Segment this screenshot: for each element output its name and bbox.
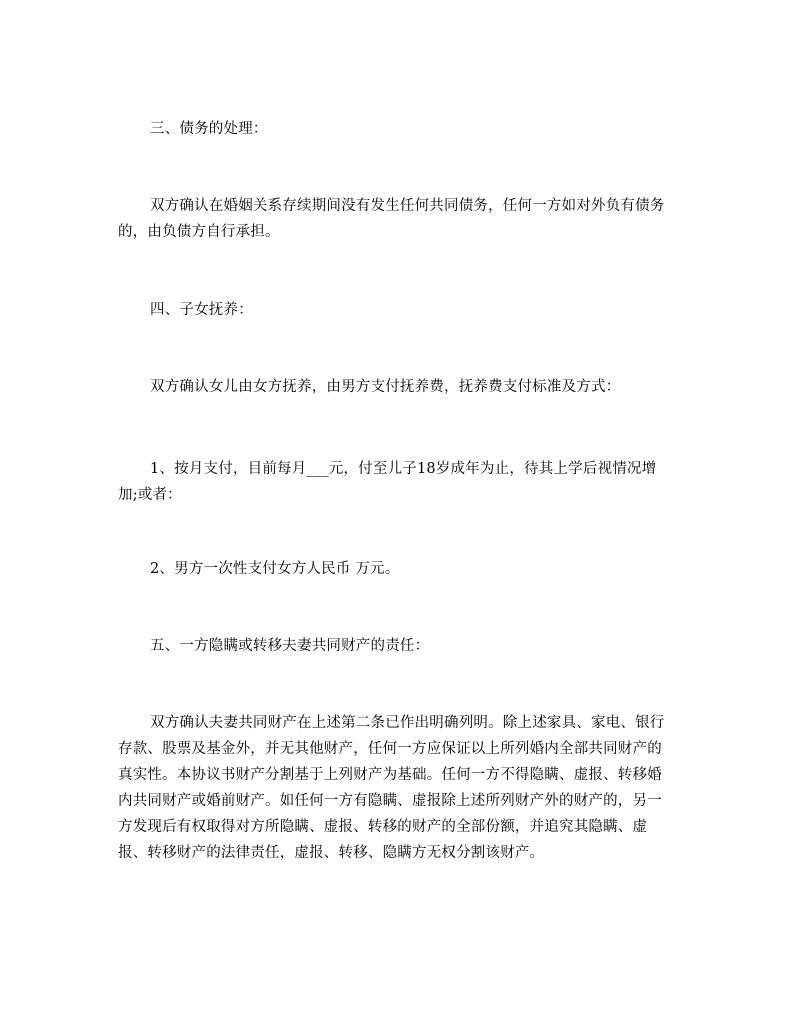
paragraph-lump-sum-payment: 2、男方一次性支付女方人民币 万元。 <box>150 561 400 577</box>
paragraph-monthly-payment: 1、按月支付，目前每月___元，付至儿子18岁成年为止，待其上学后视情况增加;或者： <box>118 461 657 503</box>
paragraph-child-custody: 双方确认女儿由女方抚养，由男方支付抚养费，抚养费支付标准及方式： <box>150 379 621 395</box>
paragraph-debts: 双方确认在婚姻关系存续期间没有发生任何共同债务，任何一方如对外负有债务的，由负债方自行承担。 <box>118 198 665 240</box>
paragraph-concealment: 双方确认夫妻共同财产在上述第二条已作出明确列明。除上述家具、家电、银行存款、股票及基金外，并无其他财产，任何一方应保证以上所列婚内全部共同财产的真实性。本协议书财产分割基于上列财产为基础。任何一方不得隐瞒、虚报、转移婚内共同财产或婚前财产。如任何一方有隐瞒、虚报除上述所列财产外的财产的，另一方发现后有权取得对方所隐瞒、虚报、转移的财产的全部份额，并追究其隐瞒、虚报、转移财产的法律责任，虚报、转移、隐瞒方无权分割该财产。 <box>118 715 665 861</box>
section-heading-debts: 三、债务的处理： <box>150 121 268 137</box>
section-heading-concealment: 五、一方隐瞒或转移夫妻共同财产的责任： <box>150 638 430 654</box>
section-heading-child-support: 四、子女抚养： <box>150 302 253 318</box>
